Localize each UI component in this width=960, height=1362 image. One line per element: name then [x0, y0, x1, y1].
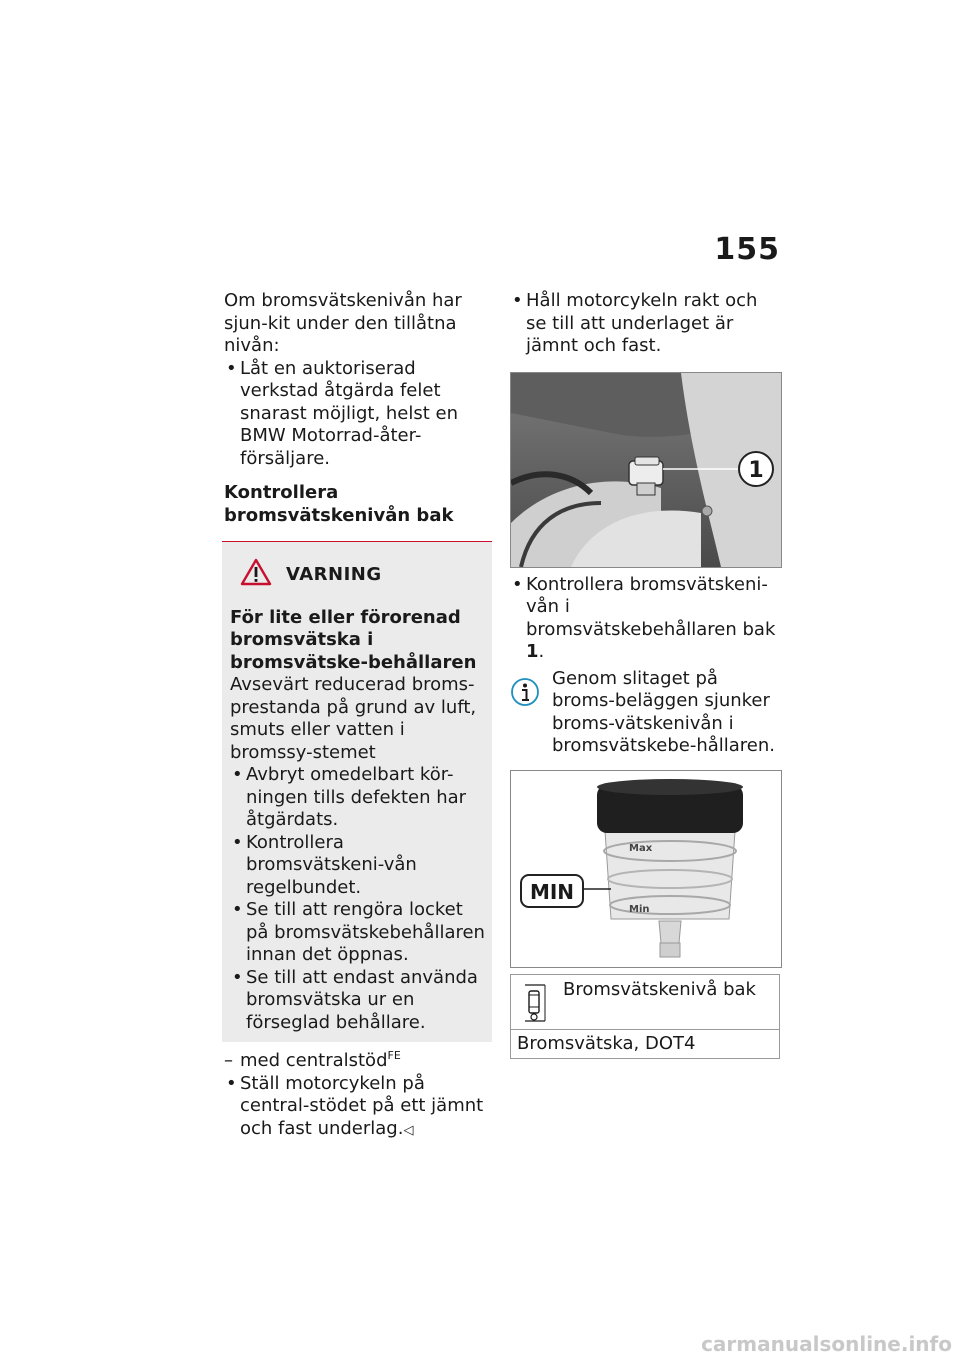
- condition-text: med centralstöd: [240, 1050, 388, 1071]
- spec-table: [510, 974, 780, 1060]
- reference-number: 1: [526, 641, 539, 662]
- bullet-end: .: [538, 641, 545, 662]
- bullet-item: • Håll motorcykeln rakt och se till att underlaget är jämnt och fast.: [510, 290, 782, 358]
- info-text: Genom slitaget på broms-beläggen sjunker broms-vätskenivån i bromsvätskebe-hållaren.: [552, 667, 776, 756]
- warning-item: • Se till att rengöra locket på bromsvätskebehållaren innan det öppnas.: [230, 899, 486, 967]
- bullet-text: Kontrollera bromsvätskeni-vån i bromsvätskebehållaren bak: [526, 573, 776, 640]
- info-note: [510, 668, 782, 758]
- bullet-item: [224, 1073, 492, 1143]
- min-callout: MIN: [529, 879, 575, 904]
- spec-value: Bromsvätska, DOT4: [517, 1032, 696, 1054]
- warning-body: Avsevärt reducerad broms-prestanda på grund av luft, smuts eller vatten i bromssy-stemet: [230, 674, 477, 763]
- section-heading: Kontrollera bromsvätskenivån bak: [224, 482, 454, 526]
- warning-title: VARNING: [286, 564, 382, 585]
- fluid-level-gauge-icon: [523, 981, 549, 1030]
- spec-header: [511, 975, 779, 1030]
- min-mark: Min: [629, 903, 650, 915]
- watermark: carmanualsonline.info: [701, 1332, 952, 1356]
- bullet-item: [510, 574, 782, 664]
- warning-triangle-icon: [240, 558, 272, 593]
- reservoir-location-photo: [510, 372, 782, 568]
- warning-item: • Kontrollera bromsvätskeni-vån regelbundet.: [230, 832, 486, 900]
- warning-item: • Se till att endast använda bromsvätska ur en förseglad behållare.: [230, 967, 486, 1035]
- intro-text: Om bromsvätskenivån har sjun-kit under den tillåtna nivån:: [224, 290, 462, 356]
- info-icon: [510, 676, 540, 715]
- max-mark: Max: [629, 842, 653, 854]
- callout-number: 1: [748, 457, 764, 483]
- right-column: [510, 290, 782, 1059]
- warning-subtitle: För lite eller förorenad bromsvätska i bromsvätske-behållaren: [230, 606, 477, 673]
- spec-title: Bromsvätskenivå bak: [563, 978, 756, 1000]
- condition-line: [224, 1050, 492, 1073]
- bullet-item: • Låt en auktoriserad verkstad åtgärda felet snarast möjligt, helst en BMW Motorrad-åter-försäljare.: [224, 358, 492, 471]
- warning-item: • Avbryt omedelbart kör-ningen tills defekten har åtgärdats.: [230, 764, 486, 832]
- end-mark-icon: ◁: [403, 1122, 414, 1138]
- warning-header: [230, 558, 486, 593]
- page-number: 155: [714, 232, 780, 267]
- left-column: [224, 290, 492, 1142]
- reservoir-level-photo: [510, 770, 782, 968]
- warning-box: [222, 541, 492, 1042]
- condition-superscript: FE: [387, 1049, 401, 1062]
- bullet-text: Ställ motorcykeln på central-stödet på ett jämnt och fast underlag.: [240, 1072, 484, 1139]
